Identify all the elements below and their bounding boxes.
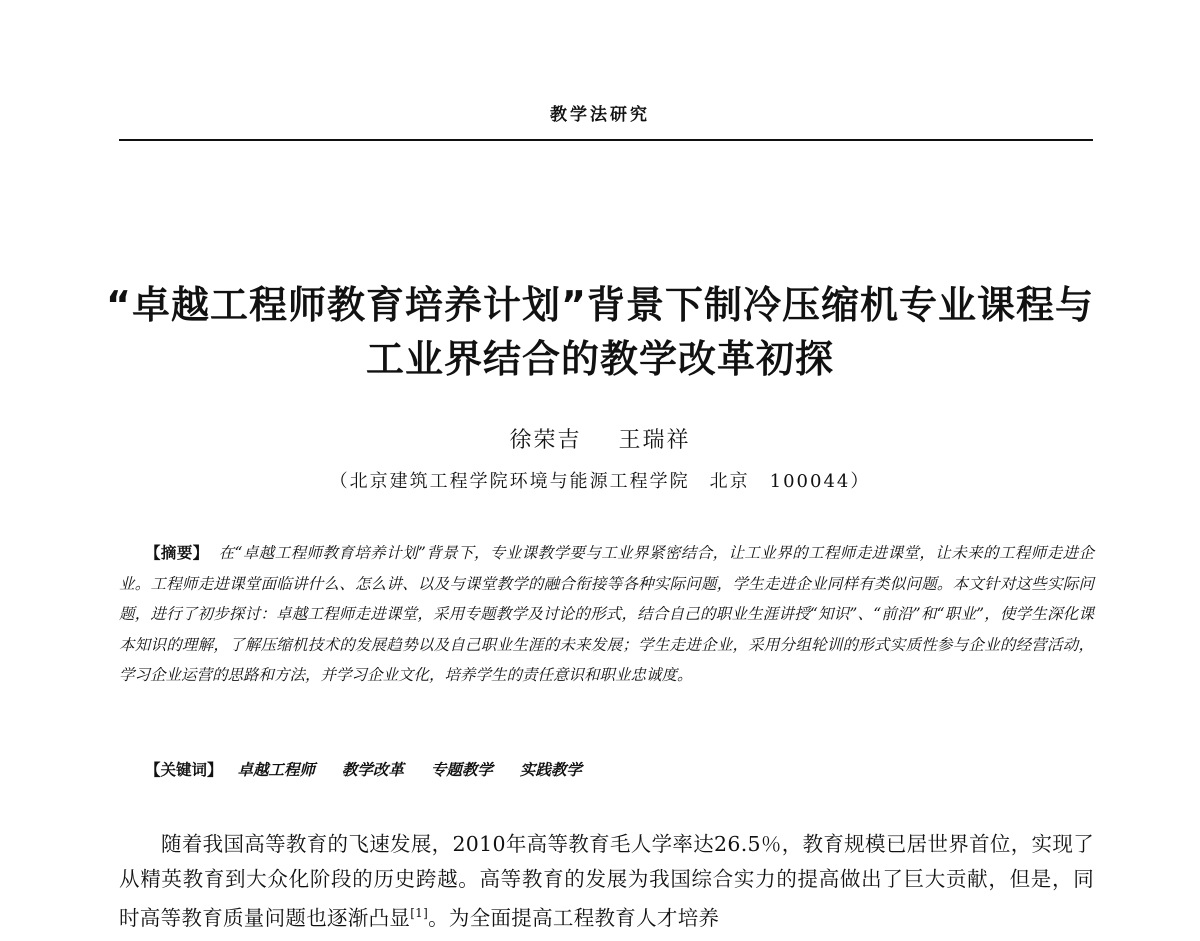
keyword-item: 教学改革 <box>341 760 404 779</box>
affiliation: （北京建筑工程学院环境与能源工程学院 北京 100044） <box>329 471 871 492</box>
reference-marker: [1] <box>410 906 429 920</box>
keyword-item: 实践教学 <box>519 760 582 779</box>
body-paragraph <box>119 827 1094 935</box>
author-1: 徐荣吉 <box>509 428 582 453</box>
abstract-label: 【摘要】 <box>145 543 209 562</box>
title-line-2: 工业界结合的教学改革初探 <box>365 337 834 381</box>
running-header: 教学法研究 <box>550 105 650 125</box>
keywords-label: 【关键词】 <box>145 760 223 779</box>
paper-title <box>60 278 1140 386</box>
body-text-part-1: 随着我国高等教育的飞速发展，2010年高等教育毛人学率达26.5％，教育规模已居世界首位，实现了从精英教育到大众化阶段的历史跨越。高等教育的发展为我国综合实力的提高做出了巨大贡献，但是，同时高等教育质量问题也逐渐凸显 <box>119 832 1094 930</box>
header-rule <box>119 139 1093 141</box>
keyword-item: 卓越工程师 <box>237 760 315 779</box>
author-2: 王瑞祥 <box>618 428 691 453</box>
body-text-part-2: 。为全面提高工程教育人才培养 <box>428 905 720 930</box>
authors <box>0 423 1200 454</box>
abstract <box>119 538 1094 691</box>
keywords <box>145 757 1095 783</box>
keyword-item: 专题教学 <box>430 760 493 779</box>
title-line-1: “卓越工程师教育培养计划”背景下制冷压缩机专业课程与 <box>106 283 1094 327</box>
abstract-text: 在“卓越工程师教育培养计划”背景下，专业课教学要与工业界紧密结合，让工业界的工程师走进课堂，让未来的工程师走进企业。工程师走进课堂面临讲什么、怎么讲、以及与课堂教学的融合衔接等各种实际问题，学生走进企业同样有类似问题。本文针对这些实际问题，进行了初步探讨：卓越工程师走进课堂，采用专题教学及讨论的形式，结合自己的职业生涯讲授“知识”、“前沿”和“职业”，使学生深化课本知识的理解，了解压缩机技术的发展趋势以及自己职业生涯的未来发展；学生走进企业，采用分组轮训的形式实质性参与企业的经营活动，学习企业运营的思路和方法，并学习企业文化，培养学生的责任意识和职业忠诚度。 <box>119 544 1094 685</box>
